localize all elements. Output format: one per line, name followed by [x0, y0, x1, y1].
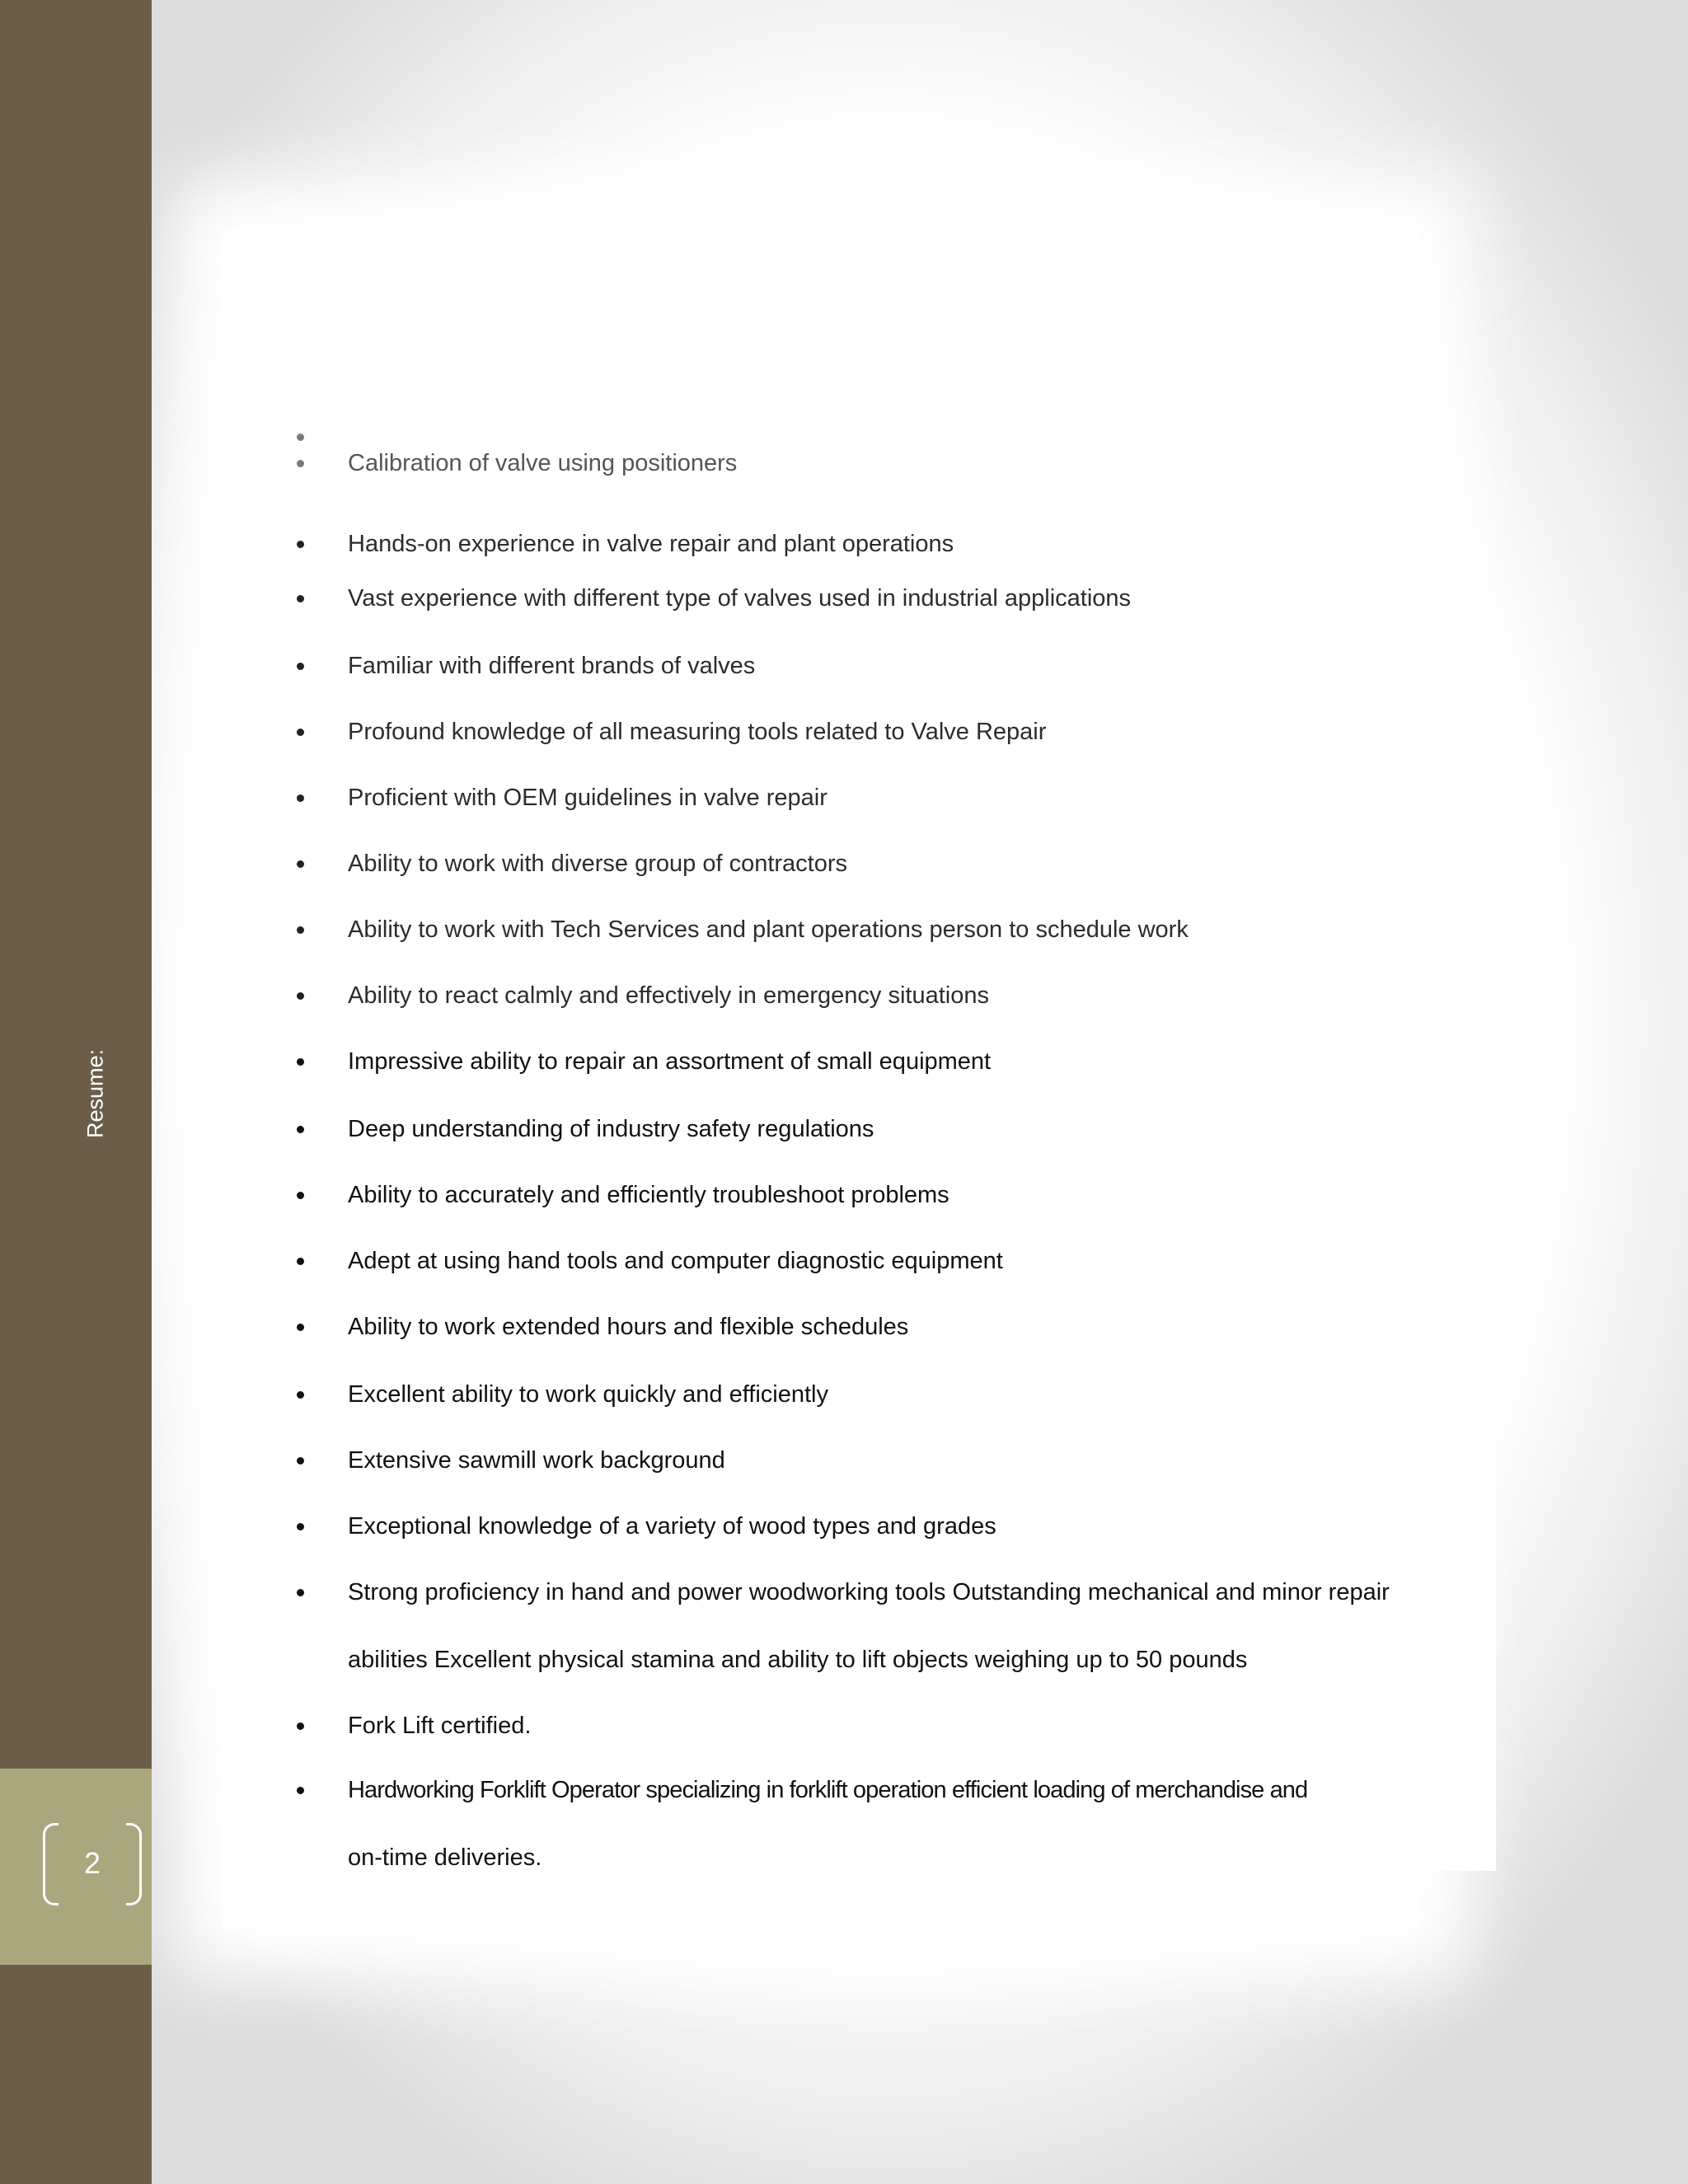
bullet-icon: [297, 1589, 304, 1596]
bullet-icon: [297, 860, 304, 868]
bullet-icon: [297, 729, 304, 736]
bullet-icon: [297, 595, 304, 602]
bullet-icon: [297, 1258, 304, 1265]
bullet-icon: [297, 1457, 304, 1465]
bullet-icon: [297, 1192, 304, 1199]
page-number: 2: [83, 1846, 101, 1880]
bullet-icon: [297, 1391, 304, 1399]
bullet-icon: [297, 1324, 304, 1331]
bullet-icon: [297, 794, 304, 802]
bullet-icon: [297, 663, 304, 670]
bullet-icon: [297, 434, 304, 441]
bullet-icon: [297, 926, 304, 934]
bullet-icon: [297, 460, 304, 467]
bullet-icon: [297, 1787, 304, 1794]
text-panel: [1401, 612, 1496, 1871]
bullet-icon: [297, 1126, 304, 1133]
bullet-icon: [297, 541, 304, 548]
bullet-icon: [297, 1523, 304, 1530]
sidebar-title: Resume:: [82, 1048, 108, 1139]
bullet-icon: [297, 992, 304, 1000]
bullet-icon: [297, 1058, 304, 1066]
bullet-icon: [297, 1722, 304, 1730]
page-number-badge: [43, 1823, 142, 1904]
